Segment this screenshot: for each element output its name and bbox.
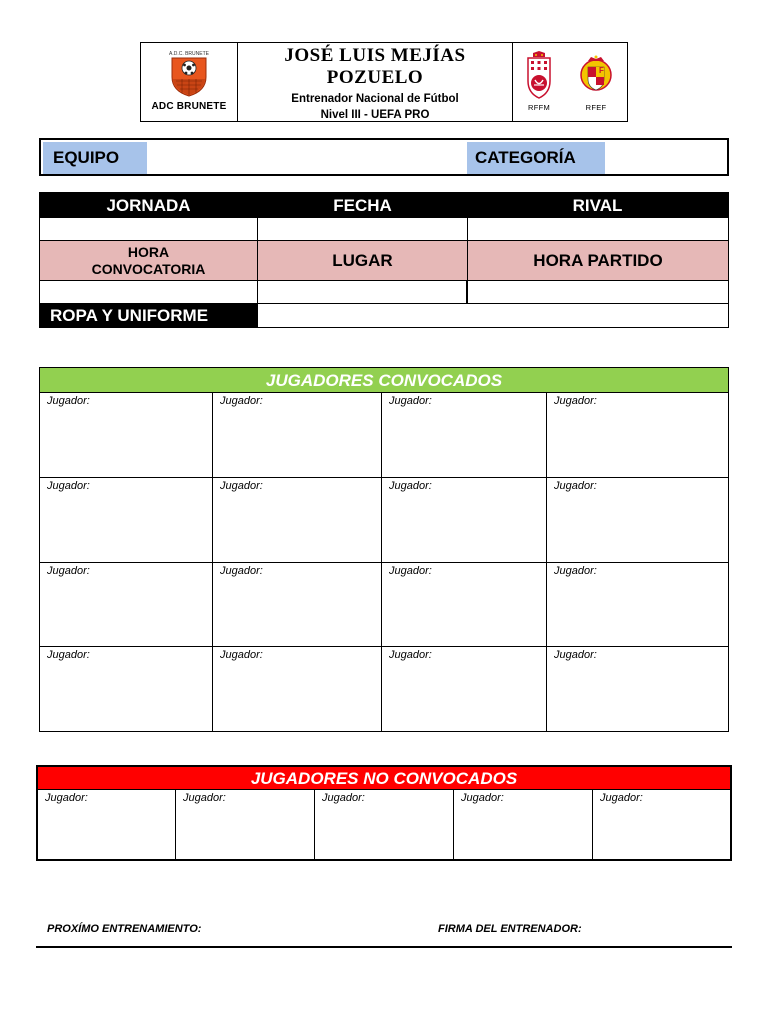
rfef-crest-icon — [576, 51, 616, 99]
coach-block — [238, 43, 513, 121]
player-cell: Jugador: — [213, 393, 382, 478]
club-name: ADC BRUNETE — [151, 101, 227, 112]
match-header-row — [40, 193, 728, 218]
player-cell: Jugador: — [213, 563, 382, 647]
player-cell: Jugador: — [547, 393, 728, 478]
convocados-table — [39, 367, 729, 732]
rival-value — [468, 218, 728, 240]
hora-partido-header: HORA PARTIDO — [533, 250, 663, 270]
ropa-value — [258, 304, 728, 328]
coach-title: Entrenador Nacional de Fútbol — [291, 93, 459, 105]
coach-level: Nivel III - UEFA PRO — [320, 109, 430, 121]
player-cell: Jugador: — [40, 647, 213, 731]
player-cell: Jugador: — [382, 393, 547, 478]
convocados-title: JUGADORES CONVOCADOS — [40, 368, 728, 393]
match-time-values-row — [40, 281, 728, 304]
fecha-value — [258, 218, 468, 240]
ropa-row — [40, 304, 728, 328]
hora-convocatoria-line2: CONVOCATORIA — [91, 260, 206, 277]
fecha-header: FECHA — [258, 193, 468, 218]
player-cell: Jugador: — [40, 478, 213, 563]
signature-label: FIRMA DEL ENTRENADOR: — [438, 923, 582, 935]
match-values-row — [40, 218, 728, 241]
club-crest-text: A.D.C. BRUNETE — [168, 51, 210, 57]
player-cell: Jugador: — [213, 647, 382, 731]
rfef-label: RFEF — [585, 103, 607, 112]
player-cell: Jugador: — [382, 563, 547, 647]
player-cell: Jugador: — [213, 478, 382, 563]
rfef-logo — [576, 51, 616, 112]
player-cell: Jugador: — [40, 393, 213, 478]
club-block — [141, 43, 238, 121]
hora-convocatoria-header — [40, 241, 258, 280]
rffm-crest-icon — [524, 51, 554, 99]
team-box — [39, 138, 729, 176]
no-convocados-table — [36, 765, 732, 861]
player-cell: Jugador: — [40, 563, 213, 647]
player-cell: Jugador: — [454, 790, 593, 859]
player-cell: Jugador: — [600, 792, 643, 804]
footer-divider — [36, 946, 732, 948]
player-cell: Jugador: — [176, 790, 315, 859]
rival-header: RIVAL — [468, 193, 728, 218]
jornada-header: JORNADA — [40, 193, 258, 218]
player-cell: Jugador: — [554, 649, 597, 661]
lugar-header: LUGAR — [258, 241, 468, 280]
svg-text:F: F — [599, 66, 604, 75]
equipo-label: EQUIPO — [43, 142, 147, 174]
player-cell: Jugador: — [547, 563, 728, 647]
categoria-label: CATEGORÍA — [467, 142, 605, 174]
hora-convocatoria-line1: HORA — [127, 243, 170, 260]
hora-partido-value — [468, 281, 728, 303]
jornada-value — [40, 218, 258, 240]
player-cell: Jugador: — [382, 478, 547, 563]
match-info-table — [39, 192, 729, 328]
next-training-label: PROXÍMO ENTRENAMIENTO: — [47, 923, 202, 935]
coach-name: JOSÉ LUIS MEJÍAS POZUELO — [284, 45, 466, 88]
hora-convocatoria-value — [40, 281, 258, 303]
match-time-header-row — [40, 241, 728, 281]
rffm-label: RFFM — [527, 103, 551, 112]
ropa-label: ROPA Y UNIFORME — [40, 304, 258, 328]
club-crest-icon — [164, 49, 214, 97]
player-cell: Jugador: — [38, 790, 176, 859]
player-cell: Jugador: — [547, 478, 728, 563]
header — [140, 42, 628, 122]
lugar-value — [258, 281, 468, 303]
federations-block — [513, 43, 627, 121]
convocados-grid — [40, 393, 728, 731]
no-convocados-grid — [38, 790, 730, 859]
player-cell: Jugador: — [315, 790, 454, 859]
no-convocados-title: JUGADORES NO CONVOCADOS — [38, 767, 730, 790]
rffm-logo — [524, 51, 554, 112]
player-cell: Jugador: — [382, 647, 547, 731]
